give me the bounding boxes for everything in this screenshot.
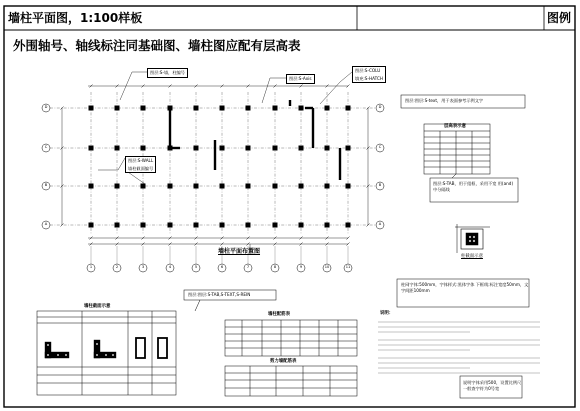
reinforcement-table-title: 墙柱配筋表 (268, 312, 290, 317)
axis-bubble-bottom: 5 (194, 265, 198, 270)
wall-table-title: 剪力墙配筋表 (270, 359, 297, 364)
callout-wall-text: 图层:S-WALL (128, 158, 154, 163)
legend-title: 图例 (547, 11, 572, 25)
axis-bubble-side: D (378, 105, 382, 110)
axis-bubble-bottom: 8 (273, 265, 277, 270)
sheet-title: 墙柱平面图，1:100样板 (8, 11, 143, 25)
axis-bubble-bottom: 1 (89, 265, 93, 270)
callout-wall-layer (125, 156, 156, 173)
axis-bubble-bottom: 3 (141, 265, 145, 270)
axis-bubble-side: B (378, 183, 382, 188)
axis-bubble-bottom: 9 (299, 265, 303, 270)
axis-bubble-bottom: 4 (168, 265, 172, 270)
callout-colu-text: 图层:S-COLU (355, 68, 381, 73)
section-detail-title: 墙柱截面示意 (84, 304, 111, 309)
callout-wall-column-layer: 图层:S-墙，柱编号 (147, 68, 188, 78)
axis-bubble-side: B (44, 183, 48, 188)
print-note: 说明字体采用500，设置比例尺一般查字符为0号宽 (463, 380, 522, 391)
axis-bubble-side: A (44, 222, 48, 227)
font-note: 柱网字体:500mm，字体样式:黑体字体 下框线:标注宽度50mm，文字间距100mm (401, 282, 529, 293)
plan-caption: 墙柱平面布置图 (218, 248, 261, 255)
sheet-subtitle: 外围轴号、轴线标注同基础图、墙柱图应配有层高表 (13, 38, 301, 53)
callout-axis-layer: 图层:S-Axis (286, 74, 315, 84)
notes-title: 说明： (380, 311, 394, 316)
detail-layer-callout: 图层:图层:S-TAB,S-TEXT,S-REIN (188, 292, 251, 297)
axis-bubble-side: C (44, 145, 48, 150)
section-symbol-note: 柱截面示意 (461, 254, 483, 259)
callout-mark-text: 墙柱截面编号 (128, 165, 154, 171)
callout-column-layer (352, 66, 386, 83)
axis-bubble-side: C (378, 145, 382, 150)
axis-bubble-bottom: 10 (324, 265, 330, 270)
table-layer-note: 图层:S-TAB，用于组框，采用不宽 用(and)中分隔线 (433, 181, 514, 192)
level-table-title: 层高表示意 (444, 124, 466, 129)
callout-hatch-text: 填充:S-HATCH (355, 75, 384, 81)
text-layer-note: 图层:图层:S-text，用于表面参考示例文字 (405, 98, 484, 103)
axis-bubble-side: A (378, 222, 382, 227)
axis-bubble-bottom: 11 (345, 265, 351, 270)
axis-bubble-bottom: 2 (115, 265, 119, 270)
axis-bubble-bottom: 6 (220, 265, 224, 270)
axis-bubble-side: D (44, 105, 48, 110)
axis-bubble-bottom: 7 (246, 265, 250, 270)
